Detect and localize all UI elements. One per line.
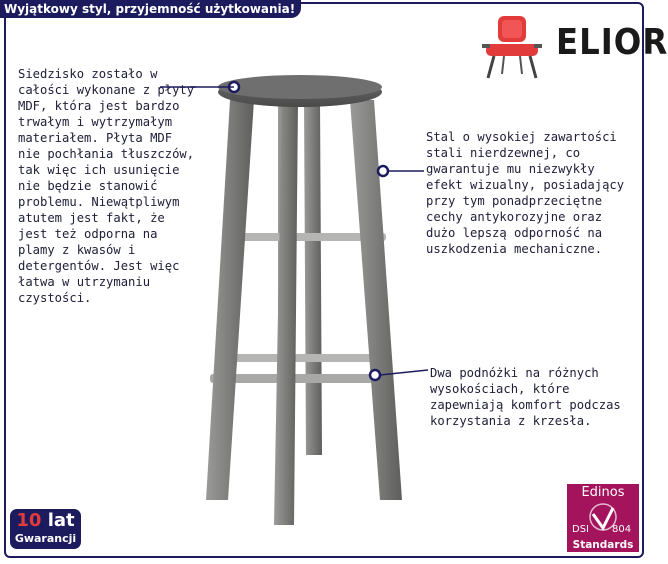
certificate-number: 804: [612, 524, 632, 535]
edinos-certificate-badge: [567, 484, 639, 552]
steel-description: Stal o wysokiej zawartości stali nierdzewnej, co gwarantuje mu niezwykły efekt wizualny, posiadający przy tym ponadprzeciętne cechy antykorozyjne oraz dużo lepszą odporność na uszkodzenia mechaniczne.: [426, 130, 625, 256]
seat-description: Siedzisko zostało w całości wykonane z płyty MDF, która jest bardzo trwałym i wytrzymałym materiałem. Płyta MDF nie pochłania tłuszczów, tak więc ich usunięcie nie będzie stanowić problemu. Niewątpliwym atutem jest fakt, że jest też odporna na plamy z kwasów i detergentów. Jest więc łatwa w utrzymaniu czystości.: [18, 67, 195, 305]
brand-name: ELIOR: [556, 22, 668, 63]
headline-banner: Wyjątkowy styl, przyjemność użytkowania!: [0, 0, 301, 18]
warranty-years: 10 lat: [16, 510, 75, 531]
certificate-left: DSI: [572, 524, 589, 535]
chair-logo-icon: [480, 12, 544, 80]
footrest-description: Dwa podnóżki na różnych wysokościach, które zapewniają komfort podczas korzystania z krzesła.: [430, 366, 621, 428]
warranty-badge: [10, 509, 81, 549]
warranty-label: Gwarancji: [14, 532, 77, 545]
certificate-brand: Edinos: [581, 485, 625, 500]
certificate-standards: Standards: [572, 539, 634, 551]
bar-stool-image: [170, 70, 430, 520]
